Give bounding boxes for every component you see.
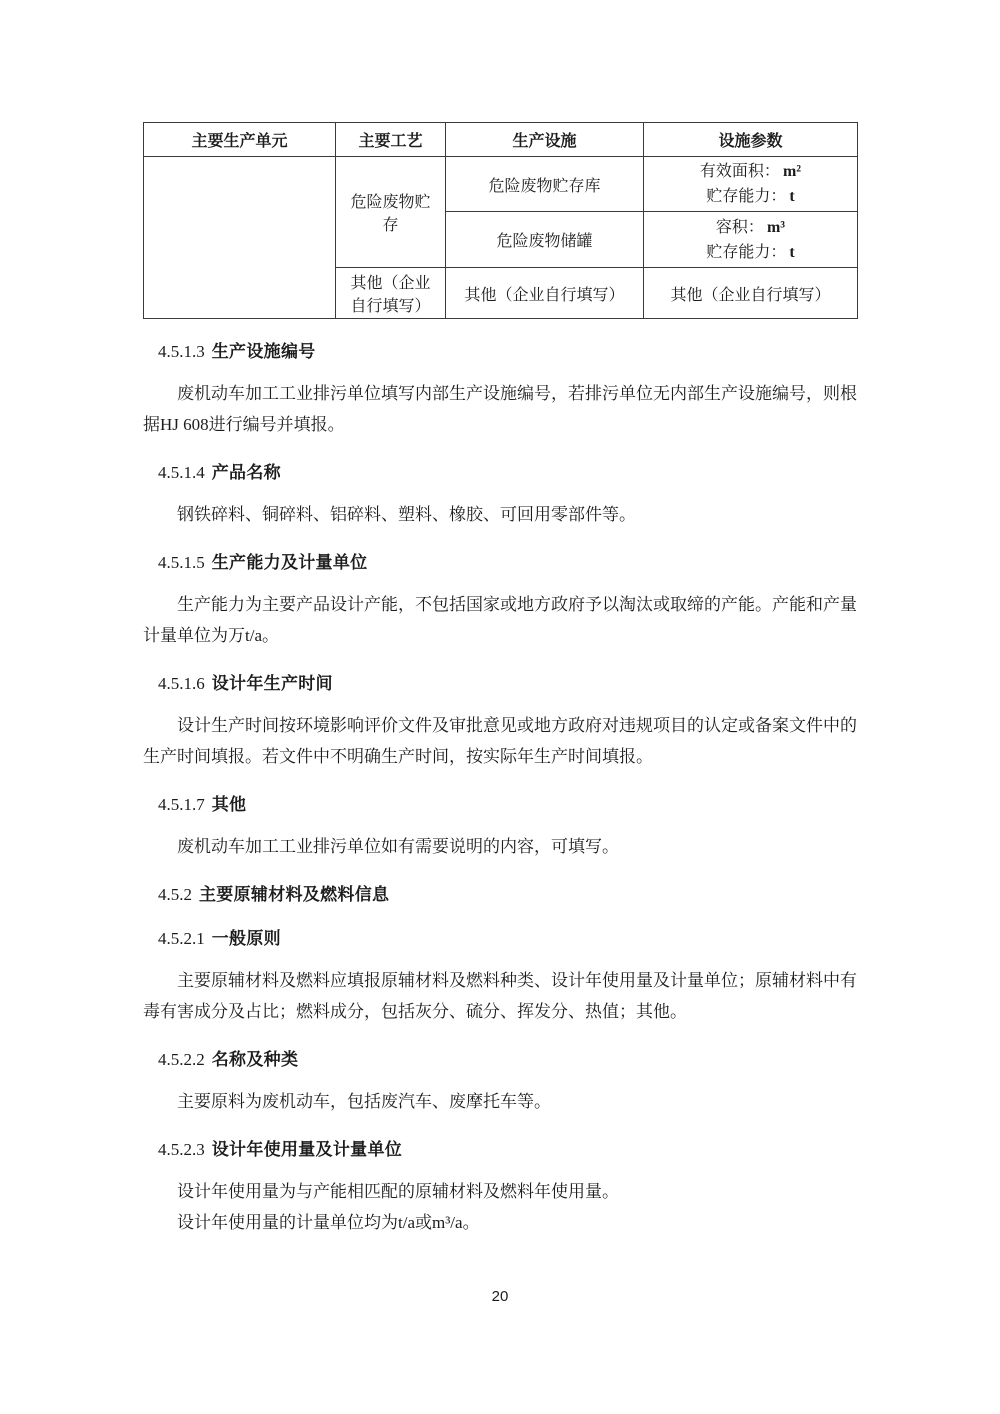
section-paragraph: 废机动车加工工业排污单位如有需要说明的内容，可填写。 [177, 837, 619, 856]
section-title: 产品名称 [211, 463, 281, 482]
section-title: 设计年生产时间 [211, 674, 333, 693]
param-unit: m² [782, 163, 802, 180]
section-number: 4.5.2.3 [158, 1140, 205, 1159]
header-main-process: 主要工艺 [336, 123, 446, 157]
section-number: 4.5.2.2 [158, 1050, 205, 1069]
section-heading-4-5-1-6 [143, 672, 857, 695]
production-facility-table [143, 122, 858, 319]
param-volume: 容积： m³ [715, 218, 786, 236]
table-header-row [144, 123, 858, 157]
header-main-production-unit: 主要生产单元 [144, 123, 336, 157]
cell-facility-hazwaste-tank: 危险废物储罐 [446, 212, 644, 268]
section-paragraph: 主要原辅材料及燃料应填报原辅材料及燃料种类、设计年使用量及计量单位；原辅材料中有毒有害成分及占比；燃料成分，包括灰分、硫分、挥发分、热值；其他。 [143, 971, 857, 1021]
section-title: 一般原则 [211, 929, 281, 948]
section-number: 4.5.1.3 [158, 342, 205, 361]
section-heading-4-5-1-5 [143, 551, 857, 574]
header-facility-parameters: 设施参数 [644, 123, 858, 157]
param-effective-area: 有效面积： m² [699, 163, 802, 180]
cell-process-hazardous-waste-storage: 危险废物贮存 [336, 157, 446, 268]
cell-facility-other: 其他（企业自行填写） [446, 268, 644, 319]
section-heading-4-5-2-3 [143, 1138, 857, 1161]
section-number: 4.5.1.7 [158, 795, 205, 814]
cell-params-tank [644, 212, 858, 268]
section-paragraph: 设计年使用量的计量单位均为t/a或m³/a。 [177, 1213, 480, 1232]
section-heading-4-5-1-7 [143, 793, 857, 816]
section-number: 4.5.1.4 [158, 463, 205, 482]
document-page-content [143, 122, 857, 1258]
section-number: 4.5.2.1 [158, 929, 205, 948]
section-number: 4.5.1.6 [158, 674, 205, 693]
section-heading-4-5-1-3 [143, 340, 857, 363]
section-heading-4-5-1-4 [143, 461, 857, 484]
section-paragraph: 设计生产时间按环境影响评价文件及审批意见或地方政府对违规项目的认定或备案文件中的生产时间填报。若文件中不明确生产时间，按实际年生产时间填报。 [143, 716, 857, 766]
section-heading-4-5-2-1 [143, 927, 857, 950]
param-storage-capacity: 贮存能力： t [706, 243, 795, 261]
cell-process-other: 其他（企业自行填写） [336, 268, 446, 319]
section-title: 名称及种类 [211, 1050, 299, 1069]
param-unit: t [789, 188, 795, 205]
section-paragraph: 主要原料为废机动车，包括废汽车、废摩托车等。 [177, 1092, 551, 1111]
section-paragraph: 废机动车加工工业排污单位填写内部生产设施编号，若排污单位无内部生产设施编号，则根据HJ 608进行编号并填报。 [143, 384, 857, 434]
page-number: 20 [491, 1288, 509, 1305]
cell-facility-hazwaste-storehouse: 危险废物贮存库 [446, 157, 644, 212]
section-title: 生产设施编号 [211, 342, 316, 361]
section-number: 4.5.1.5 [158, 553, 205, 572]
section-heading-4-5-2 [143, 883, 857, 906]
section-title: 设计年使用量及计量单位 [211, 1140, 403, 1159]
section-paragraph: 设计年使用量为与产能相匹配的原辅材料及燃料年使用量。 [177, 1182, 619, 1201]
cell-params-storehouse [644, 157, 858, 212]
cell-params-other: 其他（企业自行填写） [644, 268, 858, 319]
section-title: 其他 [211, 795, 247, 814]
header-production-facility: 生产设施 [446, 123, 644, 157]
section-paragraph: 生产能力为主要产品设计产能，不包括国家或地方政府予以淘汰或取缔的产能。产能和产量计量单位为万t/a。 [143, 595, 857, 645]
section-title: 主要原辅材料及燃料信息 [199, 885, 390, 904]
param-unit: t [789, 243, 795, 261]
section-title: 生产能力及计量单位 [211, 553, 368, 572]
cell-production-unit-empty [144, 157, 336, 319]
table-row [144, 157, 858, 212]
section-number: 4.5.2 [158, 885, 192, 904]
param-storage-capacity: 贮存能力： t [706, 188, 795, 205]
section-paragraph: 钢铁碎料、铜碎料、铝碎料、塑料、橡胶、可回用零部件等。 [177, 505, 636, 524]
param-unit: m³ [766, 218, 786, 236]
section-heading-4-5-2-2 [143, 1048, 857, 1071]
